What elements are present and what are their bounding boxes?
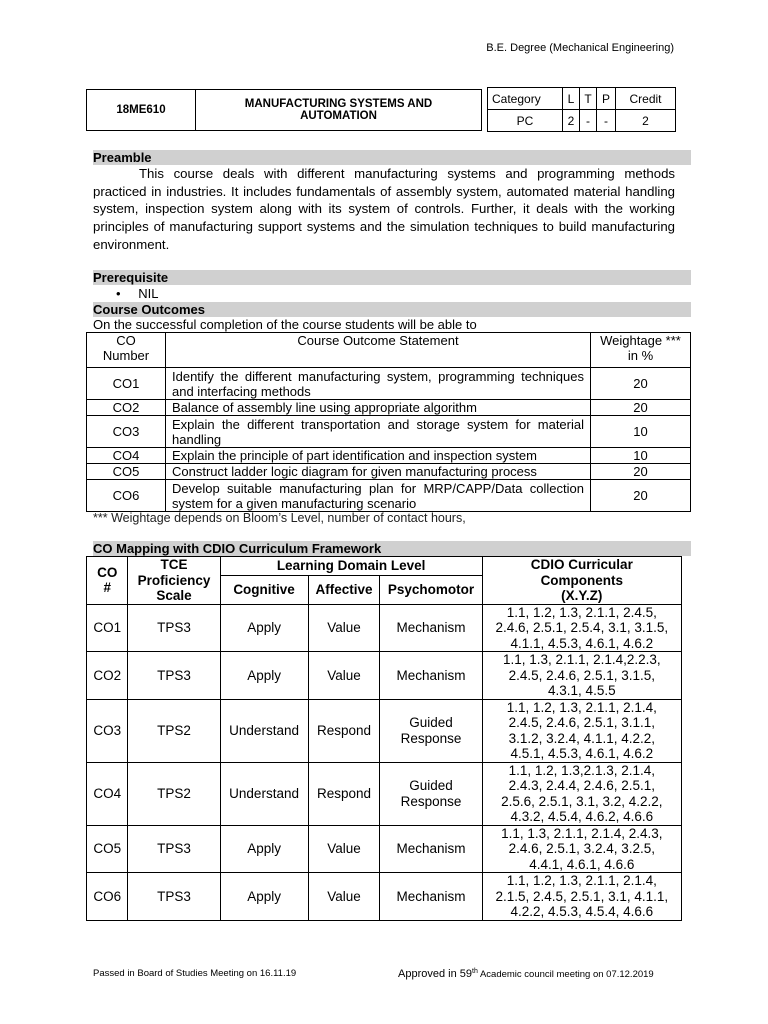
cdio-line: 4.3.2, 4.5.4, 4.6.2, 4.6.6 — [510, 809, 654, 824]
co-cell: CO4 — [87, 448, 166, 464]
affective-cell: Value — [308, 825, 380, 873]
cdio-line: 4.2.2, 4.5.3, 4.5.4, 4.6.6 — [510, 904, 654, 919]
cdio-line: 2.4.6, 2.5.1, 2.5.4, 3.1, 3.1.5, — [495, 620, 669, 635]
approved-footer — [398, 968, 654, 980]
credit-value: 2 — [616, 110, 676, 132]
cdio-header — [482, 557, 681, 605]
tce-cell: TPS3 — [128, 873, 220, 921]
cdio-line: 1.1, 1.2, 1.3,2.1.3, 2.1.4, — [508, 762, 655, 778]
passed-footer: Passed in Board of Studies Meeting on 16.11.19 — [93, 968, 297, 979]
co-cell: CO2 — [87, 652, 128, 700]
preamble-text: This course deals with different manufacturing systems and programming methods practiced in industries. It includes fundamentals of assembly system, automated material handling system, inspection system along with its system of controls. Further, it deals with the working principles of manufacturing support systems and the simulation techniques to build manufacturing environment. — [93, 166, 675, 252]
cdio-header-line1: CDIO Curricular — [530, 557, 633, 572]
category-table — [487, 87, 676, 132]
weight-cell: 20 — [591, 464, 691, 480]
cognitive-cell: Apply — [220, 652, 308, 700]
l-header: L — [563, 88, 580, 110]
learning-domain-header: Learning Domain Level — [220, 557, 482, 576]
course-title — [196, 90, 482, 131]
psychomotor-line1: Mechanism — [396, 620, 466, 635]
affective-cell: Value — [308, 652, 380, 700]
cdio-line: 4.1.1, 4.5.3, 4.6.1, 4.6.2 — [510, 635, 654, 651]
weightage-footnote: *** Weightage depends on Bloom’s Level, number of contact hours, — [93, 511, 466, 525]
cdio-line: 1.1, 1.3, 2.1.1, 2.1.4, 2.4.3, — [501, 825, 663, 841]
course-code: 18ME610 — [87, 90, 196, 131]
table-row — [87, 825, 682, 873]
cdio-line: 2.1.5, 2.4.5, 2.5.1, 3.1, 4.1.1, — [495, 888, 669, 904]
psychomotor-line1: Guided — [409, 778, 453, 793]
table-row — [87, 762, 682, 825]
prerequisite-item-text: NIL — [138, 286, 159, 301]
approved-post: Academic council meeting on 07.12.2019 — [477, 969, 654, 981]
outcomes-intro: On the successful completion of the course students will be able to — [93, 317, 477, 332]
weight-cell: 20 — [591, 480, 691, 512]
table-row — [87, 368, 691, 400]
psychomotor-cell — [380, 873, 482, 921]
co-cell: CO6 — [87, 873, 128, 921]
course-title-line1: MANUFACTURING SYSTEMS AND — [244, 98, 433, 110]
bullet-icon: • — [116, 286, 121, 301]
cdio-cell — [482, 604, 681, 652]
cdio-cell — [482, 825, 681, 873]
credit-header: Credit — [616, 88, 676, 110]
category-value-row — [488, 110, 676, 132]
cognitive-cell: Understand — [220, 762, 308, 825]
statement-cell: Explain the principle of part identification and inspection system — [166, 448, 591, 464]
approved-pre: Approved in 59 — [398, 968, 472, 981]
tce-cell: TPS3 — [128, 652, 220, 700]
psychomotor-line2: Response — [400, 730, 462, 746]
psychomotor-cell — [380, 652, 482, 700]
tce-header-line3: Scale — [156, 588, 192, 603]
cdio-line: 3.1.2, 3.2.4, 4.1.1, 4.2.2, — [508, 730, 655, 746]
course-outcomes-table — [86, 332, 691, 512]
statement-cell: Construct ladder logic diagram for given manufacturing process — [166, 464, 591, 480]
approved-sup: th — [472, 968, 478, 975]
p-header: P — [597, 88, 616, 110]
co-cell: CO3 — [87, 416, 166, 448]
statement-cell: Develop suitable manufacturing plan for MRP/CAPP/Data collection system for a given manufacturing scenario — [166, 480, 591, 512]
cdio-cell — [482, 873, 681, 921]
cdio-header-line2: Components — [540, 572, 624, 588]
prerequisite-item — [116, 286, 158, 301]
co-cell: CO1 — [87, 604, 128, 652]
course-outcomes-heading: Course Outcomes — [93, 302, 691, 317]
course-title-line2: AUTOMATION — [300, 110, 377, 122]
weight-cell: 10 — [591, 416, 691, 448]
table-row — [87, 873, 682, 921]
table-row — [87, 699, 682, 762]
statement-cell: Explain the different transportation and storage system for material handling — [166, 416, 591, 448]
co-header-line1: CO — [116, 333, 136, 348]
psychomotor-line1: Guided — [409, 715, 453, 730]
course-title-table — [86, 89, 482, 131]
psychomotor-cell — [380, 604, 482, 652]
cdio-cell — [482, 699, 681, 762]
weightage-header-line2: in % — [627, 348, 654, 363]
cdio-line: 1.1, 1.2, 1.3, 2.1.1, 2.4.5, — [506, 604, 657, 620]
psychomotor-cell — [380, 825, 482, 873]
co-cell: CO4 — [87, 762, 128, 825]
cdio-cell — [482, 652, 681, 700]
category-header: Category — [488, 88, 563, 110]
t-header: T — [580, 88, 597, 110]
weight-cell: 20 — [591, 400, 691, 416]
table-row — [87, 464, 691, 480]
psychomotor-line1: Mechanism — [396, 888, 466, 904]
statement-header: Course Outcome Statement — [166, 333, 591, 368]
affective-header: Affective — [308, 575, 380, 604]
table-row — [87, 604, 682, 652]
psychomotor-cell — [380, 699, 482, 762]
cdio-line: 4.5.1, 4.5.3, 4.6.1, 4.6.2 — [510, 746, 654, 761]
preamble-heading: Preamble — [93, 150, 691, 165]
cognitive-cell: Apply — [220, 825, 308, 873]
category-value: PC — [488, 110, 563, 132]
tce-cell: TPS2 — [128, 762, 220, 825]
prerequisite-heading: Prerequisite — [93, 270, 691, 285]
co-mapping-table — [86, 556, 682, 921]
cdio-header-line3: (X.Y.Z) — [561, 588, 603, 603]
co-header-line2: Number — [102, 348, 150, 363]
l-value: 2 — [563, 110, 580, 132]
co-hash-header-line1: CO — [97, 564, 118, 580]
co-cell: CO3 — [87, 699, 128, 762]
weight-cell: 20 — [591, 368, 691, 400]
tce-cell: TPS3 — [128, 604, 220, 652]
cognitive-cell: Understand — [220, 699, 308, 762]
cdio-line: 2.4.5, 2.4.6, 2.5.1, 3.1.1, — [508, 715, 655, 730]
co-cell: CO6 — [87, 480, 166, 512]
co-hash-header — [87, 557, 128, 605]
co-cell: CO5 — [87, 825, 128, 873]
affective-cell: Value — [308, 873, 380, 921]
co-hash-header-line2: # — [103, 580, 111, 596]
psychomotor-cell — [380, 762, 482, 825]
cdio-line: 2.4.3, 2.4.4, 2.4.6, 2.5.1, — [508, 778, 655, 793]
co-cell: CO2 — [87, 400, 166, 416]
tce-header-line2: Proficiency — [137, 572, 211, 588]
table-row — [87, 416, 691, 448]
cdio-line: 2.4.5, 2.4.6, 2.5.1, 3.1.5, — [508, 667, 655, 683]
t-value: - — [580, 110, 597, 132]
cdio-cell — [482, 762, 681, 825]
table-row — [87, 448, 691, 464]
co-number-header — [87, 333, 166, 368]
cdio-line: 1.1, 1.3, 2.1.1, 2.1.4,2.2.3, — [503, 652, 661, 667]
affective-cell: Respond — [308, 699, 380, 762]
cdio-line: 4.3.1, 4.5.5 — [548, 683, 616, 698]
psychomotor-line2: Response — [400, 793, 462, 809]
affective-cell: Respond — [308, 762, 380, 825]
cdio-line: 2.5.6, 2.5.1, 3.1, 3.2, 4.2.2, — [501, 793, 663, 809]
table-row — [87, 480, 691, 512]
cdio-line: 1.1, 1.2, 1.3, 2.1.1, 2.1.4, — [506, 873, 657, 888]
table-row — [87, 652, 682, 700]
category-header-row — [488, 88, 676, 110]
tce-header — [128, 557, 220, 605]
psychomotor-line1: Mechanism — [396, 667, 466, 683]
statement-cell: Balance of assembly line using appropriate algorithm — [166, 400, 591, 416]
cdio-line: 4.4.1, 4.6.1, 4.6.6 — [529, 856, 635, 872]
co-mapping-heading: CO Mapping with CDIO Curriculum Framework — [93, 541, 691, 556]
cognitive-cell: Apply — [220, 873, 308, 921]
outcomes-header-row — [87, 333, 691, 368]
tce-cell: TPS2 — [128, 699, 220, 762]
cognitive-cell: Apply — [220, 604, 308, 652]
affective-cell: Value — [308, 604, 380, 652]
mapping-header-row1 — [87, 557, 682, 576]
statement-cell: Identify the different manufacturing system, programming techniques and interfacing methods — [166, 368, 591, 400]
weight-cell: 10 — [591, 448, 691, 464]
co-cell: CO1 — [87, 368, 166, 400]
tce-cell: TPS3 — [128, 825, 220, 873]
degree-header: B.E. Degree (Mechanical Engineering) — [486, 42, 674, 54]
weightage-header-line1: Weightage *** — [600, 333, 681, 348]
cdio-line: 2.4.6, 2.5.1, 3.2.4, 3.2.5, — [508, 841, 655, 856]
co-cell: CO5 — [87, 464, 166, 480]
weightage-header — [591, 333, 691, 368]
cdio-line: 1.1, 1.2, 1.3, 2.1.1, 2.1.4, — [506, 699, 657, 715]
tce-header-line1: TCE — [160, 557, 188, 572]
table-row — [87, 400, 691, 416]
cognitive-header: Cognitive — [220, 575, 308, 604]
psychomotor-line1: Mechanism — [396, 841, 466, 856]
psychomotor-header: Psychomotor — [380, 575, 482, 604]
p-value: - — [597, 110, 616, 132]
